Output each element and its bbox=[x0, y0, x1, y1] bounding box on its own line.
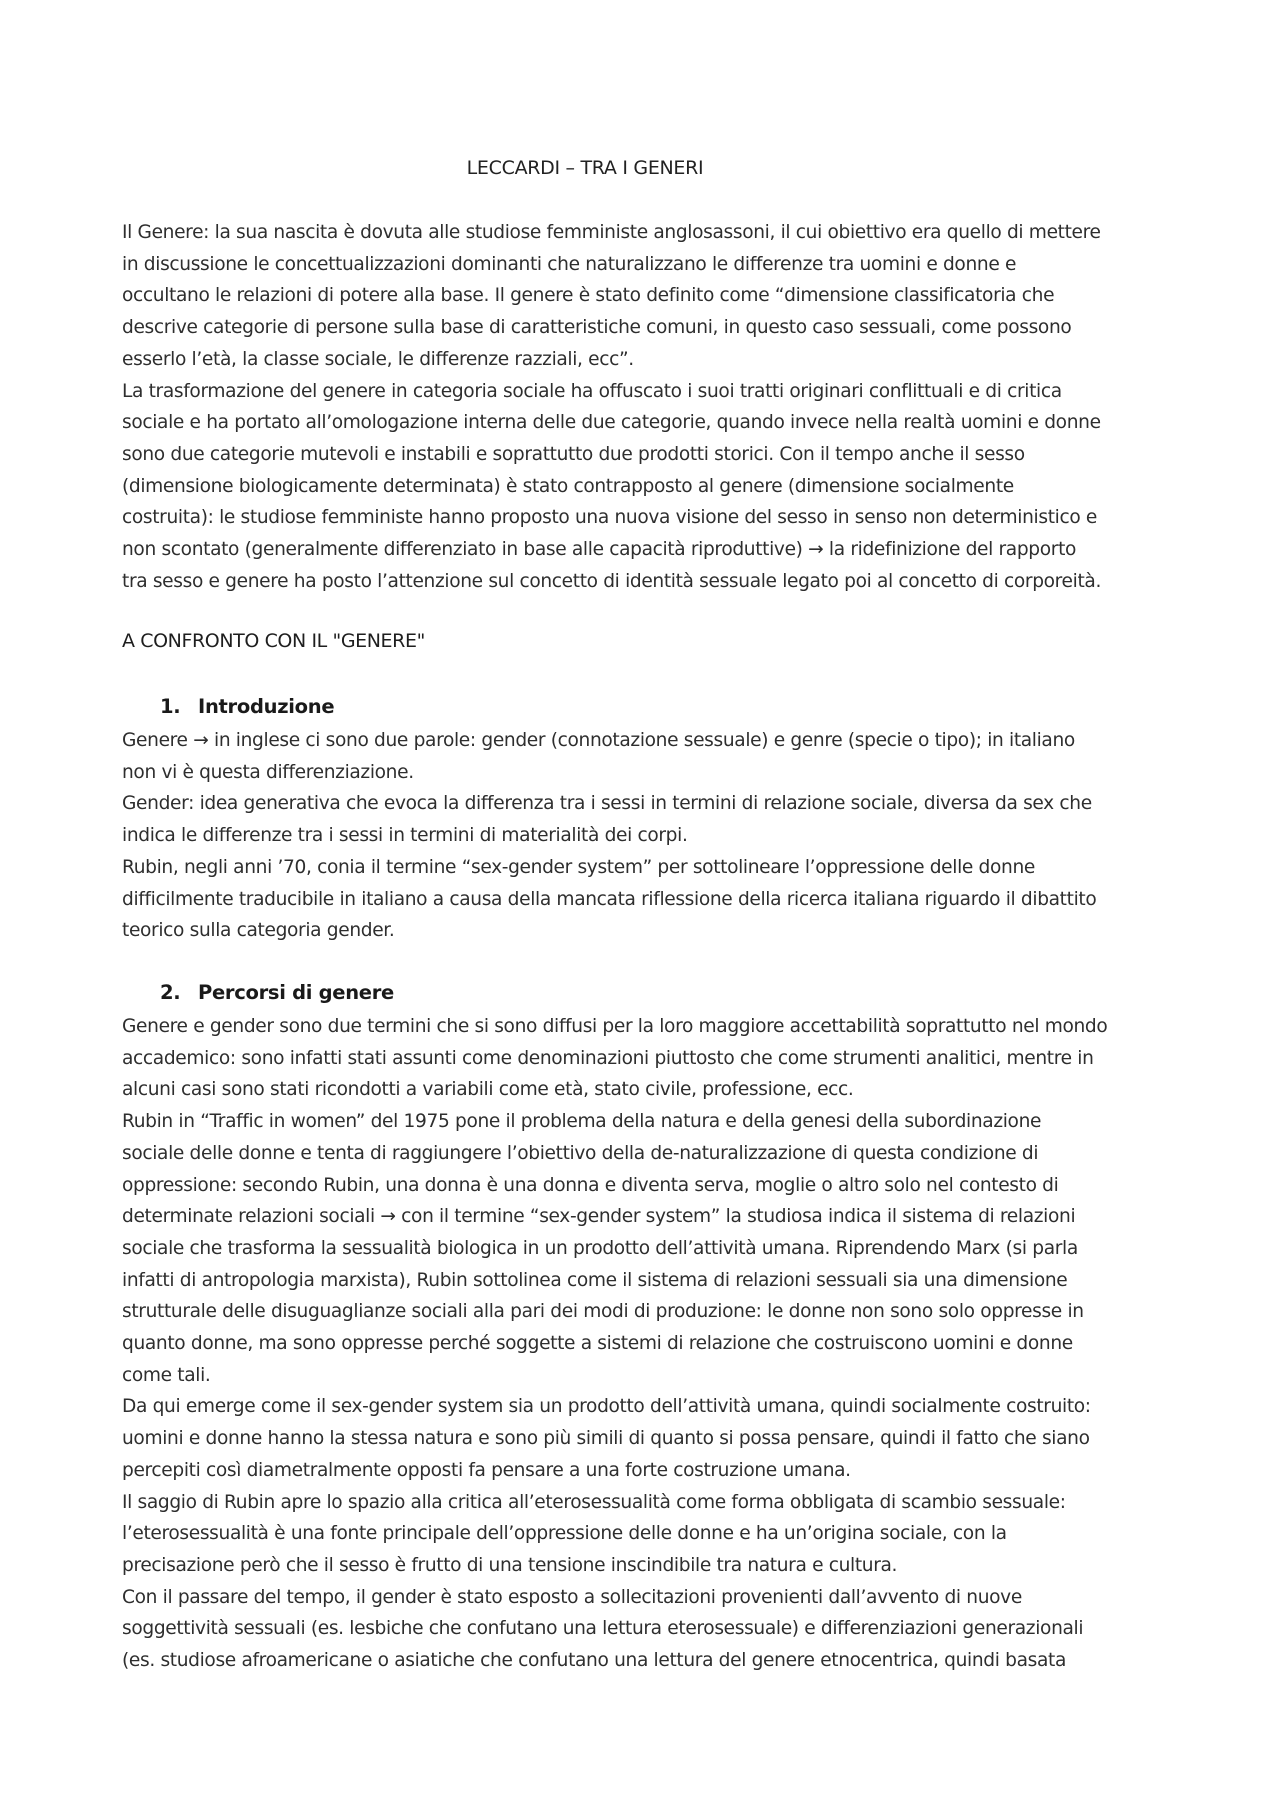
intro-paragraph: Il Genere: la sua nascita è dovuta alle studiose femministe anglosassoni, il cui obiettivo era quello di mettere in discussione le concettualizzazioni dominanti che naturalizzano le differenze tra uomini e donne e occultano le relazioni di potere alla base. Il genere è stato definito come “dimensione classificatoria che descrive categorie di persone sulla base di caratteristiche comuni, in questo caso sessuali, come possono esserlo l’età, la classe sociale, le differenze razziali, ecc”. La trasformazione del genere in categoria sociale ha offuscato i suoi tratti originari conflittuali e di critica sociale e ha portato all’omologazione interna delle due categorie, quando invece nella realtà uomini e donne sono due categorie mutevoli e instabili e soprattutto due prodotti storici. Con il tempo anche il sesso (dimensione biologicamente determinata) è stato contrapposto al genere (dimensione socialmente costruita): le studiose femministe hanno proposto una nuova visione del sesso in senso non deterministico e non scontato (generalmente differenziato in base alle capacità riproduttive) → la ridefinizione del rapporto tra sesso e genere ha posto l’attenzione sul concetto di identità sessuale legato poi al concetto di corporeità. bbox=[122, 222, 1102, 592]
document-title: LECCARDI – TRA I GENERI bbox=[466, 157, 704, 179]
subsection-heading-percorsi bbox=[160, 981, 394, 1004]
subsection-body-introduzione: Genere → in inglese ci sono due parole: gender (connotazione sessuale) e genre (specie o tipo); in italiano non vi è questa differenziazione. Gender: idea generativa che evoca la differenza tra i sessi in termini di relazione sociale, diversa da sex che indica le differenze tra i sessi in termini di materialità dei corpi. Rubin, negli anni ’70, conia il termine “sex-gender system” per sottolineare l’oppressione delle donne difficilmente traducibile in italiano a causa della mancata riflessione della ricerca italiana riguardo il dibattito teorico sulla categoria gender. bbox=[122, 730, 1097, 942]
subsection-number: 1. bbox=[160, 695, 181, 718]
section-heading: A CONFRONTO CON IL "GENERE" bbox=[122, 630, 425, 652]
subsection-title: Percorsi di genere bbox=[198, 981, 394, 1004]
subsection-number: 2. bbox=[160, 981, 181, 1004]
subsection-title: Introduzione bbox=[198, 695, 335, 718]
subsection-heading-introduzione bbox=[160, 695, 334, 718]
subsection-body-percorsi: Genere e gender sono due termini che si sono diffusi per la loro maggiore accettabilità soprattutto nel mondo accademico: sono infatti stati assunti come denominazioni piuttosto che come strumenti analitici, mentre in alcuni casi sono stati ricondotti a variabili come età, stato civile, professione, ecc. Rubin in “Traffic in women” del 1975 pone il problema della natura e della genesi della subordinazione sociale delle donne e tenta di raggiungere l’obiettivo della de-naturalizzazione di questa condizione di oppressione: secondo Rubin, una donna è una donna e diventa serva, moglie o altro solo nel contesto di determinate relazioni sociali → con il termine “sex-gender system” la studiosa indica il sistema di relazioni sociale che trasforma la sessualità biologica in un prodotto dell’attività umana. Riprendendo Marx (si parla infatti di antropologia marxista), Rubin sottolinea come il sistema di relazioni sessuali sia una dimensione strutturale delle disuguaglianze sociali alla pari dei modi di produzione: le donne non sono solo oppresse in quanto donne, ma sono oppresse perché soggette a sistemi di relazione che costruiscono uomini e donne come tali. Da qui emerge come il sex-gender system sia un prodotto dell’attività umana, quindi socialmente costruito: uomini e donne hanno la stessa natura e sono più simili di quanto si possa pensare, quindi il fatto che siano percepiti così diametralmente opposti fa pensare a una forte costruzione umana. Il saggio di Rubin apre lo spazio alla critica all’eterosessualità come forma obbligata di scambio sessuale: l’eterosessualità è una fonte principale dell’oppressione delle donne e ha un’origina sociale, con la precisazione però che il sesso è frutto di una tensione inscindibile tra natura e cultura. Con il passare del tempo, il gender è stato esposto a sollecitazioni provenienti dall’avvento di nuove soggettività sessuali (es. lesbiche che confutano una lettura eterosessuale) e differenziazioni generazionali (es. studiose afroamericane o asiatiche che confutano una lettura del genere etnocentrica, quindi basata bbox=[122, 1016, 1108, 1672]
